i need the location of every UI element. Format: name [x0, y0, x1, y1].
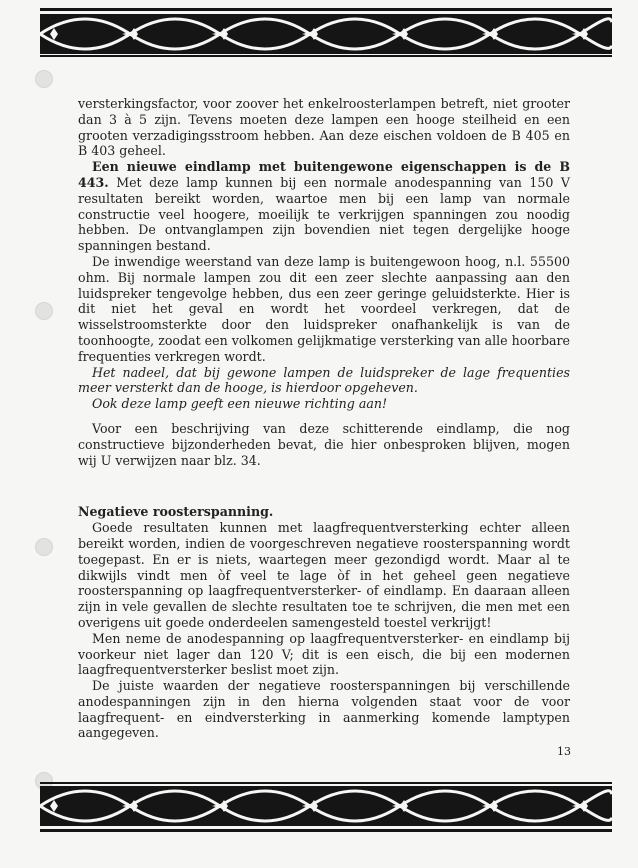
- paragraph: Voor een beschrijving van deze schitterende eindlamp, die nog constructieve bijzonderheden bevat, die hier onbesproken blijven, mogen wij U verwijzen naar blz. 34.: [78, 420, 570, 468]
- paragraph: versterkingsfactor, voor zoover het enkelroosterlampen betreft, niet grooter dan 3 à 5 zijn. Tevens moeten deze lampen een hooge steilheid en een grooten verzadigingsstroom hebben. Aan deze eischen voldoen de B 405 en B 403 geheel.: [78, 96, 570, 159]
- binder-hole: [35, 302, 53, 320]
- page-number: 13: [557, 745, 571, 758]
- paragraph: [78, 159, 570, 254]
- italic-paragraph: Het nadeel, dat bij gewone lampen de luidspreker de lage frequenties meer versterkt dan de hooge, is hierdoor opgeheven.: [78, 364, 570, 396]
- binder-hole: [35, 70, 53, 88]
- italic-paragraph: Ook deze lamp geeft een nieuwe richting aan!: [92, 396, 388, 412]
- binder-hole: [35, 538, 53, 556]
- paragraph: Men neme de anodespanning op laagfrequentversterker- en eindlamp bij voorkeur niet lager dan 120 V; dit is een eisch, die bij een modernen laagfrequentversterker beslist moet zijn.: [78, 630, 570, 678]
- paragraph: De juiste waarden der negatieve roosterspanningen bij verschillende anodespanningen zijn in den hierna volgenden staat voor de voor laagfrequent- en eindversterking in aanmerking komende lamptypen aangegeven.: [78, 678, 570, 741]
- section-heading: Negatieve roosterspanning.: [78, 504, 274, 520]
- body-text: [78, 96, 570, 741]
- paragraph-rest: Met deze lamp kunnen bij een normale anodespanning van 150 V resultaten bereikt worden, waartoe men bij een lamp van normale constructie veel hoogere, moeilijk te verkrijgen spanningen zou noodig hebben. De ontvanglampen zijn bovendien niet tegen dergelijke hooge spanningen bestand.: [78, 174, 570, 254]
- bottom-ornament-border: [40, 782, 612, 832]
- top-ornament-border: [40, 8, 612, 58]
- paragraph: De inwendige weerstand van deze lamp is buitengewoon hoog, n.l. 55500 ohm. Bij normale lampen zou dit een zeer slechte aanpassing aan den luidspreker tengevolge hebben, dus een zeer geringe geluidsterkte. Hier is dit niet het geval en wordt het voordeel verkregen, dat de wisselstroomsterkte door den luidspreker onafhankelijk is van de toonhoogte, zoodat een volkomen gelijkmatige versterking van alle hoorbare frequenties verkregen wordt.: [78, 253, 570, 364]
- paragraph: Goede resultaten kunnen met laagfrequentversterking echter alleen bereikt worden, indien de voorgeschreven negatieve roosterspanning wordt toegepast. En er is niets, waartegen meer gezondigd wordt. Maar al te dikwijls vindt men òf veel te lage òf in het geheel geen negatieve roosterspanning op laagfrequentversterker- of eindlamp. En daaraan alleen zijn in vele gevallen de slechte resultaten toe te schrijven, die men met een overigens uit goede onderdeelen samengesteld toestel verkrijgt!: [78, 520, 570, 630]
- bold-lead: Een nieuwe eindlamp met buitengewone eigenschappen is de B 443.: [78, 159, 570, 190]
